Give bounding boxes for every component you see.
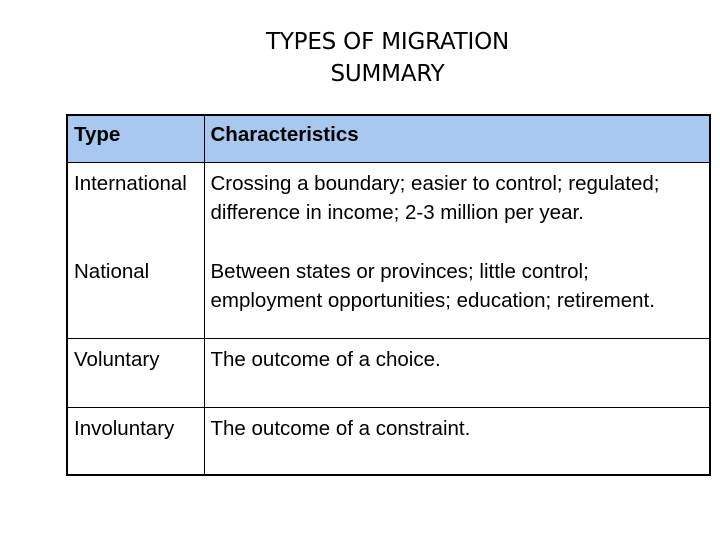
title-line-1: TYPES OF MIGRATION [265, 29, 510, 55]
table-row [67, 338, 710, 407]
cell-type: Voluntary [67, 338, 204, 407]
cell-characteristics: Between states or provinces; little control; employment opportunities; education; retirement. [204, 251, 710, 338]
page-title [0, 26, 720, 90]
table-header-row [67, 115, 710, 162]
cell-characteristics: The outcome of a choice. [204, 338, 710, 407]
table-row [67, 407, 710, 475]
cell-type: International [67, 162, 204, 251]
header-type: Type [67, 115, 204, 162]
table-row [67, 251, 710, 338]
title-line-2: SUMMARY [330, 61, 445, 87]
header-characteristics: Characteristics [204, 115, 710, 162]
cell-type: National [67, 251, 204, 338]
cell-characteristics: Crossing a boundary; easier to control; regulated; difference in income; 2-3 million per year. [204, 162, 710, 251]
cell-type: Involuntary [67, 407, 204, 475]
cell-characteristics: The outcome of a constraint. [204, 407, 710, 475]
migration-summary-table [66, 114, 711, 476]
table-row [67, 162, 710, 251]
